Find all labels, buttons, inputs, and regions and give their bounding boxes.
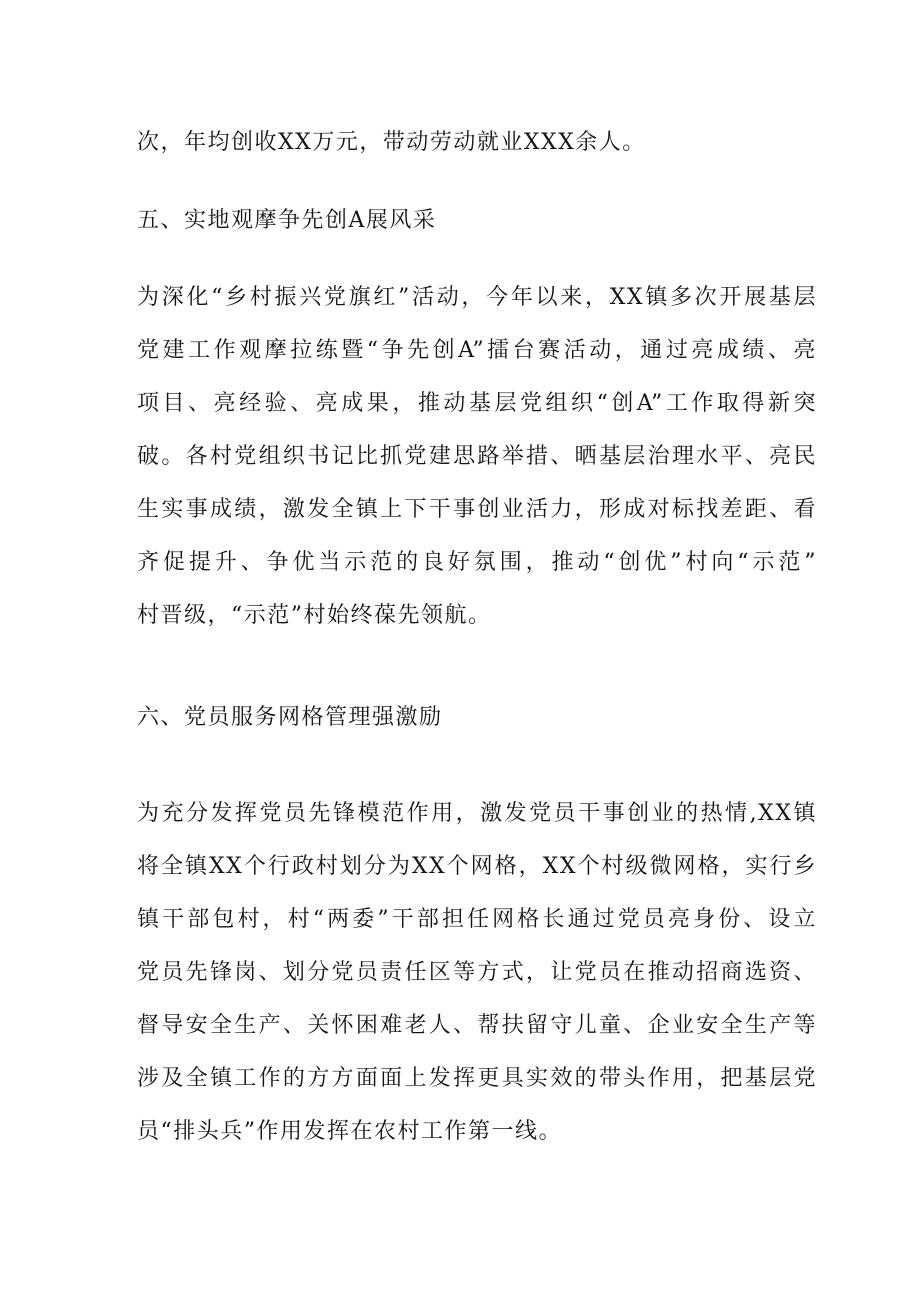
paragraph-line: 为充分发挥党员先锋模范作用，激发党员干事创业的热情,XX镇 xyxy=(137,801,817,826)
paragraph-line: 员“排头兵”作用发挥在农村工作第一线。 xyxy=(137,1119,562,1144)
paragraph-line: 生实事成绩，激发全镇上下干事创业活力，形成对标找差距、看 xyxy=(137,497,817,522)
paragraph-line: 将全镇XX个行政村划分为XX个网格，XX个村级微网格，实行乡 xyxy=(137,854,817,879)
paragraph-line: 涉及全镇工作的方方面面上发挥更具实效的带头作用，把基层党 xyxy=(137,1066,817,1091)
paragraph-line: 村晋级，“示范”村始终葆先领航。 xyxy=(137,603,492,628)
paragraph-line: 为深化“乡村振兴党旗红”活动，今年以来，XX镇多次开展基层 xyxy=(137,285,817,310)
paragraph-line: 党员先锋岗、划分党员责任区等方式，让党员在推动招商选资、 xyxy=(137,960,817,985)
section-heading: 六、党员服务网格管理强激励 xyxy=(137,705,443,730)
paragraph-line: 齐促提升、争优当示范的良好氛围，推动“创优”村向“示范” xyxy=(137,550,817,575)
paragraph-line: 破。各村党组织书记比抓党建思路举措、晒基层治理水平、亮民 xyxy=(137,444,817,469)
section-heading: 五、实地观摩争先创A展风采 xyxy=(137,208,437,233)
paragraph-line: 督导安全生产、关怀困难老人、帮扶留守儿童、企业安全生产等 xyxy=(137,1013,817,1038)
paragraph-line: 镇干部包村，村“两委”干部担任网格长通过党员亮身份、设立 xyxy=(137,907,817,932)
paragraph-line: 党建工作观摩拉练暨“争先创A”擂台赛活动，通过亮成绩、亮 xyxy=(137,338,817,363)
paragraph-line: 次，年均创收XX万元，带动劳动就业XXX余人。 xyxy=(137,130,646,155)
paragraph-line: 项目、亮经验、亮成果，推动基层党组织“创A”工作取得新突 xyxy=(137,391,817,416)
